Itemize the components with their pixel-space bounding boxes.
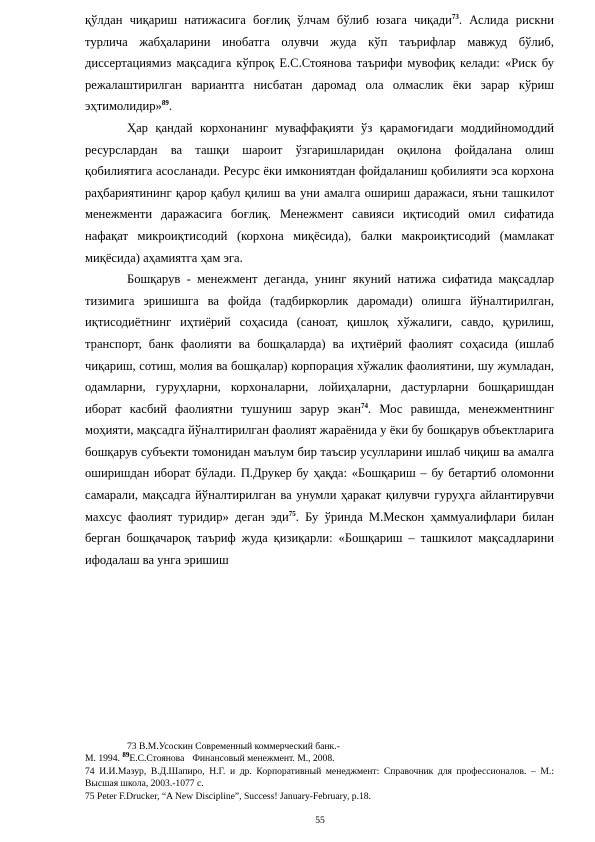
footnote-ref-75[interactable]: 75 bbox=[288, 509, 296, 518]
footnote-75: 75 Peter F.Drucker, “A New Discipline”, Success! January-February, p.18. bbox=[85, 790, 371, 802]
paragraph-2: Ҳар қандай корхонанинг муваффақияти ўз қарамоғидаги моддийномоддий ресурслардан ва ташқи шароит ўзгаришларидан оқилона фойдалана олиш қобилиятига асосланади. Ресурс ёки имкониятдан фойдаланиш қобилияти эса корхона раҳбариятининг қарор қабул қилиш ва уни амалга ошириш даражаси, яъни ташкилот менежменти даражасига боғлиқ. Менежмент савияси иқтисодий омил сифатида нафақат микроиқтисодий (корхона миқёсида), балки макроиқтисодий (мамлакат миқёсида) аҳамиятга ҳам эга. bbox=[85, 120, 554, 265]
page-number: 55 bbox=[315, 815, 325, 826]
footnote-ref-89[interactable]: 89 bbox=[161, 99, 169, 108]
footnote-ref-73[interactable]: 73 bbox=[451, 12, 459, 21]
footnote-89-marker: 89 bbox=[122, 751, 130, 760]
footnotes bbox=[85, 741, 554, 803]
paragraph-3: Бошқарув - менежмент деганда, унинг якуний натижа сифатида мақсадлар тизимига эришишга ва фойда (тадбиркорлик даромади) олишга йўналтирилган, иқтисодиётнинг иҳтиёрий соҳасида (саноат, қишлоқ хўжалиги, савдо, қурилиш, транспорт, банк фаолияти ва бошқаларда) ва иҳтиёрий фаолият соҳасида (ишлаб чиқариш, сотиш, молия ва бошқалар) корпорация хўжалик фаолиятини, шу жумладан, одамларни, гуруҳларни, корхоналарни, лойиҳаларни, дастурларни бошқаришдан иборат касбий фаолиятни тушуниш зарур экан$^{74}$. Мос равишда, менежментнинг моҳияти, мақсадга йўналтирилган фаолият жараёнида у ёки бу бошқарув объектларига бошқарув субъекти томонидан маълум бир таъсир усулларини ишлаб чиқиш ва амалга оширишдан иборат бўлади. П.Друкер бу ҳақда: «Бошқариш – бу бетартиб оломонни самарали, мақсадга йўналтирилган ва унумли ҳаракат қилувчи гуруҳга айлантирувчи махсус фаолият туридир» деган эди$^{75}$. Бу ўринда М.Мескон ҳаммуалифлари билан берган бошқачароқ таъриф жуда қизиқарли: «Бошқариш – ташкилот мақсадларини ифодалаш ва унга эришиш bbox=[85, 272, 554, 567]
footnote-74: 74 И.И.Мазур, В.Д.Шапиро, Н.Г. и др. Корпоративный менеджмент: Справочник для профессионалов. – М.: Высшая школа, 2003.-1077 с. bbox=[85, 765, 554, 790]
footnote-ref-74[interactable]: 74 bbox=[361, 401, 369, 410]
footnote-73: 73 В.М.Усоскин Современный коммерческий банк.- М. 1994. $^{89}$Е.С.Стоянова Финансовый менежмент. М., 2008. bbox=[85, 741, 340, 765]
body-text bbox=[85, 10, 554, 571]
paragraph-1: қўлдан чиқариш натижасига боғлиқ ўлчам бўлиб юзага чиқади$^{73}$. Аслида рискни турлича жабҳаларини инобатга олувчи жуда кўп таърифлар мавжуд бўлиб, диссертациямиз мақсадига кўпроқ Е.С.Стоянова таърифи мувофиқ келади: «Риск бу режалаштирилган вариантга нисбатан даромад ола олмаслик ёки зарар кўриш эҳтимолидир»$^{89}$. bbox=[85, 12, 554, 114]
